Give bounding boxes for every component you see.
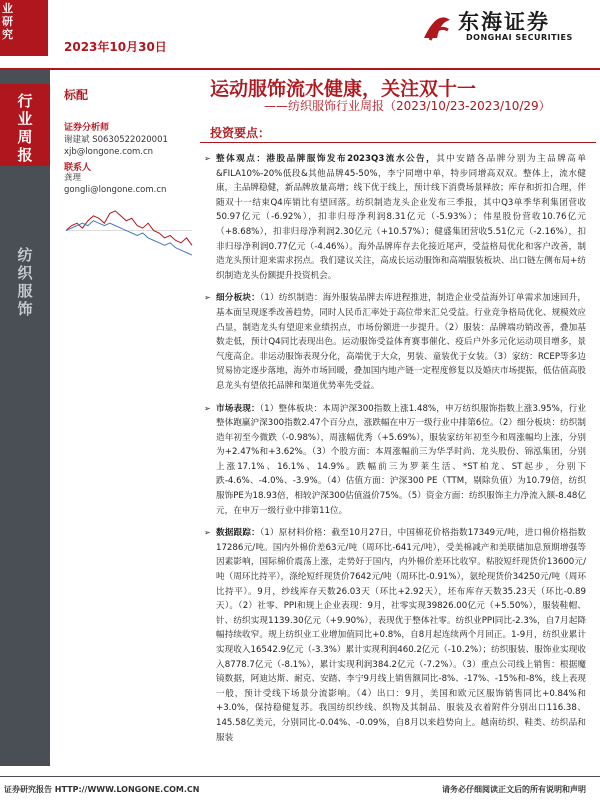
report-title: 运动服饰流水健康，关注双十一 [210, 78, 477, 100]
contact-email[interactable]: gongli@longone.com.cn [64, 185, 167, 195]
industry-rating: 标配 [64, 88, 89, 102]
category-label: 业研究 [2, 2, 13, 41]
bullet-lead: 细分板块： [216, 293, 260, 304]
bullet-body: 其中安踏各品牌分别为主品牌高单&FILA10%-20%低段&其他品牌45-50%，李宁同增中单，特步同增高双双。整体上，流水健康，主品牌稳健，新品牌放量高增；线下优于线上，预计线下消费场景释放；库存和折扣合理，伴随双十一结束Q4库销比有望回落。纺织制造龙头企业发布三季报，其中Q3单季华利集团营收50.97亿元（-6.92%），扣非归母净利润8.31亿元（-5.93%）；伟星股份营收10.76亿元（+8.68%），扣非归母净利润2.30亿元（+10.57%）；健盛集团营收5.51亿元（-2.16%），扣非归母净利润0.77亿元（-4.46%）。海外品牌库存去化接近尾声，受益格局优化和客户改善，制造龙头预计迎来需求拐点。我们建议关注，高成长运动服饰和高端服装板块、出口链左侧布局+纺织制造龙头份额提升投资机会。 [216, 154, 586, 281]
investment-highlights-heading: 投资要点： [210, 126, 271, 140]
contact-info [64, 172, 166, 196]
logo-english-text: DONGHAI SECURITIES [466, 33, 573, 42]
bullet-body: （1）整体板块：本周沪深300指数上涨1.48%，申万纺织服饰指数上涨3.95%，行业整体跑赢沪深300指数2.47个百分点，涨跌幅在申万一级行业中排第6位。（2）细分板块：纺织制造年初至今微跌（-0.98%），周涨幅优秀（+5.69%），服装家纺年初至今和周涨幅均上涨，分别为+2.47%和+3.62%。（3）个股方面：本周涨幅前三为华孚时尚、龙头股份、锦泓集团，分别上涨17.1%、16.1%、14.9%。跌幅前三为罗莱生活、*ST柏龙、ST起步，分别下跌-4.6%、-4.0%、-3.9%。（4）估值方面：沪深300 PE（TTM，剔除负值）为10.79倍，纺织服饰PE为18.93倍，相较沪深300估值溢价75%。（5）资金方面：纺织服饰主力净流入额-8.48亿元，在申万一级行业中排第11位。 [216, 403, 586, 516]
report-subtitle: ——纺织服饰行业周报（2023/10/23-2023/10/29） [264, 99, 551, 113]
bullet-lead: 市场表现： [216, 403, 260, 414]
contact-heading: 联系人 [64, 163, 92, 173]
heading-divider [200, 142, 596, 143]
analyst-email[interactable]: xjb@longone.com.cn [64, 147, 154, 157]
highlights-list [204, 152, 586, 753]
chart-series-line-0 [66, 211, 192, 245]
footer-website[interactable]: 证券研究报告 HTTP://WWW.LONGONE.COM.CN [4, 785, 200, 794]
sidebar-report-type-label: 行业周报 [17, 92, 33, 164]
analyst-name: 谢建斌 S0630522020001 [64, 135, 168, 145]
contact-name: 龚理 [64, 173, 82, 183]
page-footer [0, 776, 600, 800]
sidebar-industry-label: 纺织服饰 [17, 246, 33, 318]
bullet-body: （1）原材料价格：截至10月27日，中国棉花价格指数17349元/吨，进口棉价格指数17286元/吨。国内外棉价差63元/吨（周环比-641元/吨），受美棉减产和美联储加息预期增强等因素影响，国际棉价震荡上涨，走势好于国内，内外棉价差环比收窄。粘胶短纤现货价13600元/吨（周环比持平），涤纶短纤现货价7642元/吨（周环比-0.91%），氨纶现货价34250元/吨（周环比持平）。9月，纱线库存天数26.03天（环比+2.92天），坯布库存天数35.23天（环比-0.89天）。（2）社零、PPI和规上企业表现：9月，社零实现39826.00亿元（+5.50%），服装鞋帽、针、纺织实现1139.30亿元（+9.90%），表现优于整体社零。纺织业PPI同比-2.3%，自7月起降幅持续收窄。规上纺织业工业增加值同比+0.8%，自8月起连续两个月回正。1-9月，纺织业累计实现收入16542.9亿元（-3.3%）累计实现利润460.2亿元（-10.2%）；纺织服装、服饰业实现收入8778.7亿元（-8.1%），累计实现利润384.2亿元（-7.2%）。（3）重点公司线上销售：根据魔镜数据，阿迪达斯、耐克、安踏、李宁9月线上销售额同比-8%、-17%、-15%和-8%，线上表现一般，预计受线下场景分流影响。（4）出口：9月，美国和欧元区服饰销售同比+0.84%和+3.0%，保持稳健复苏。我国纺织纱线、织物及其制品、服装及衣着附件分别出口116.38、145.58亿美元，分别同比-0.04%、-0.09%，自8月以来趋势向上。越南纺织、鞋类、纺织品和服装 [216, 528, 586, 743]
sidebar-report-type [0, 84, 50, 166]
header-divider [0, 68, 600, 70]
bullet-body: （1）纺织制造：海外服装品牌去库进程推进，制造企业受益海外订单需求加速回升，基本面呈现逐季改善趋势，同时人民币汇率处于高位带来汇兑受益。行业竞争格局优化、规模效应凸显，制造龙头有望迎来业绩拐点，市场份额进一步提升。（2）服装：品牌端功销改善，叠加基数走低，预计Q4同比表现出色。运动服饰受益体育赛事催化、疫后户外多元化运动项目增多，景气度高企。非运动服饰表现分化，高端优于大众，男装、童装优于女装。（3）家纺：RCEP等多边贸易协定逐步落地，海外市场回暖，叠加国内地产链一定程度修复以及婚庆市场提振，低估值高股息龙头有望依托品牌和渠道优势率先受益。 [216, 293, 586, 391]
analyst-info [64, 134, 168, 158]
bullet-lead: 整体观点：港股品牌服饰发布2023Q3流水公告， [216, 154, 437, 164]
bullet-lead: 数据跟踪： [216, 528, 260, 539]
analyst-heading: 证券分析师 [64, 123, 110, 133]
report-date: 2023年10月30日 [64, 40, 167, 54]
logo-chinese-text: 东海证券 [458, 10, 550, 34]
logo-mark-icon [420, 8, 454, 44]
left-sidebar [0, 70, 50, 766]
bullet-data-tracking [204, 526, 586, 745]
index-performance-chart [62, 202, 196, 264]
footer-divider [0, 776, 600, 777]
footer-disclaimer: 请务必仔细阅读正文后的所有说明和声明 [442, 785, 586, 794]
bullet-market-performance [204, 402, 586, 519]
category-band [0, 0, 48, 56]
company-logo [418, 6, 598, 50]
bullet-overall-view [204, 152, 586, 283]
bullet-segments [204, 291, 586, 393]
